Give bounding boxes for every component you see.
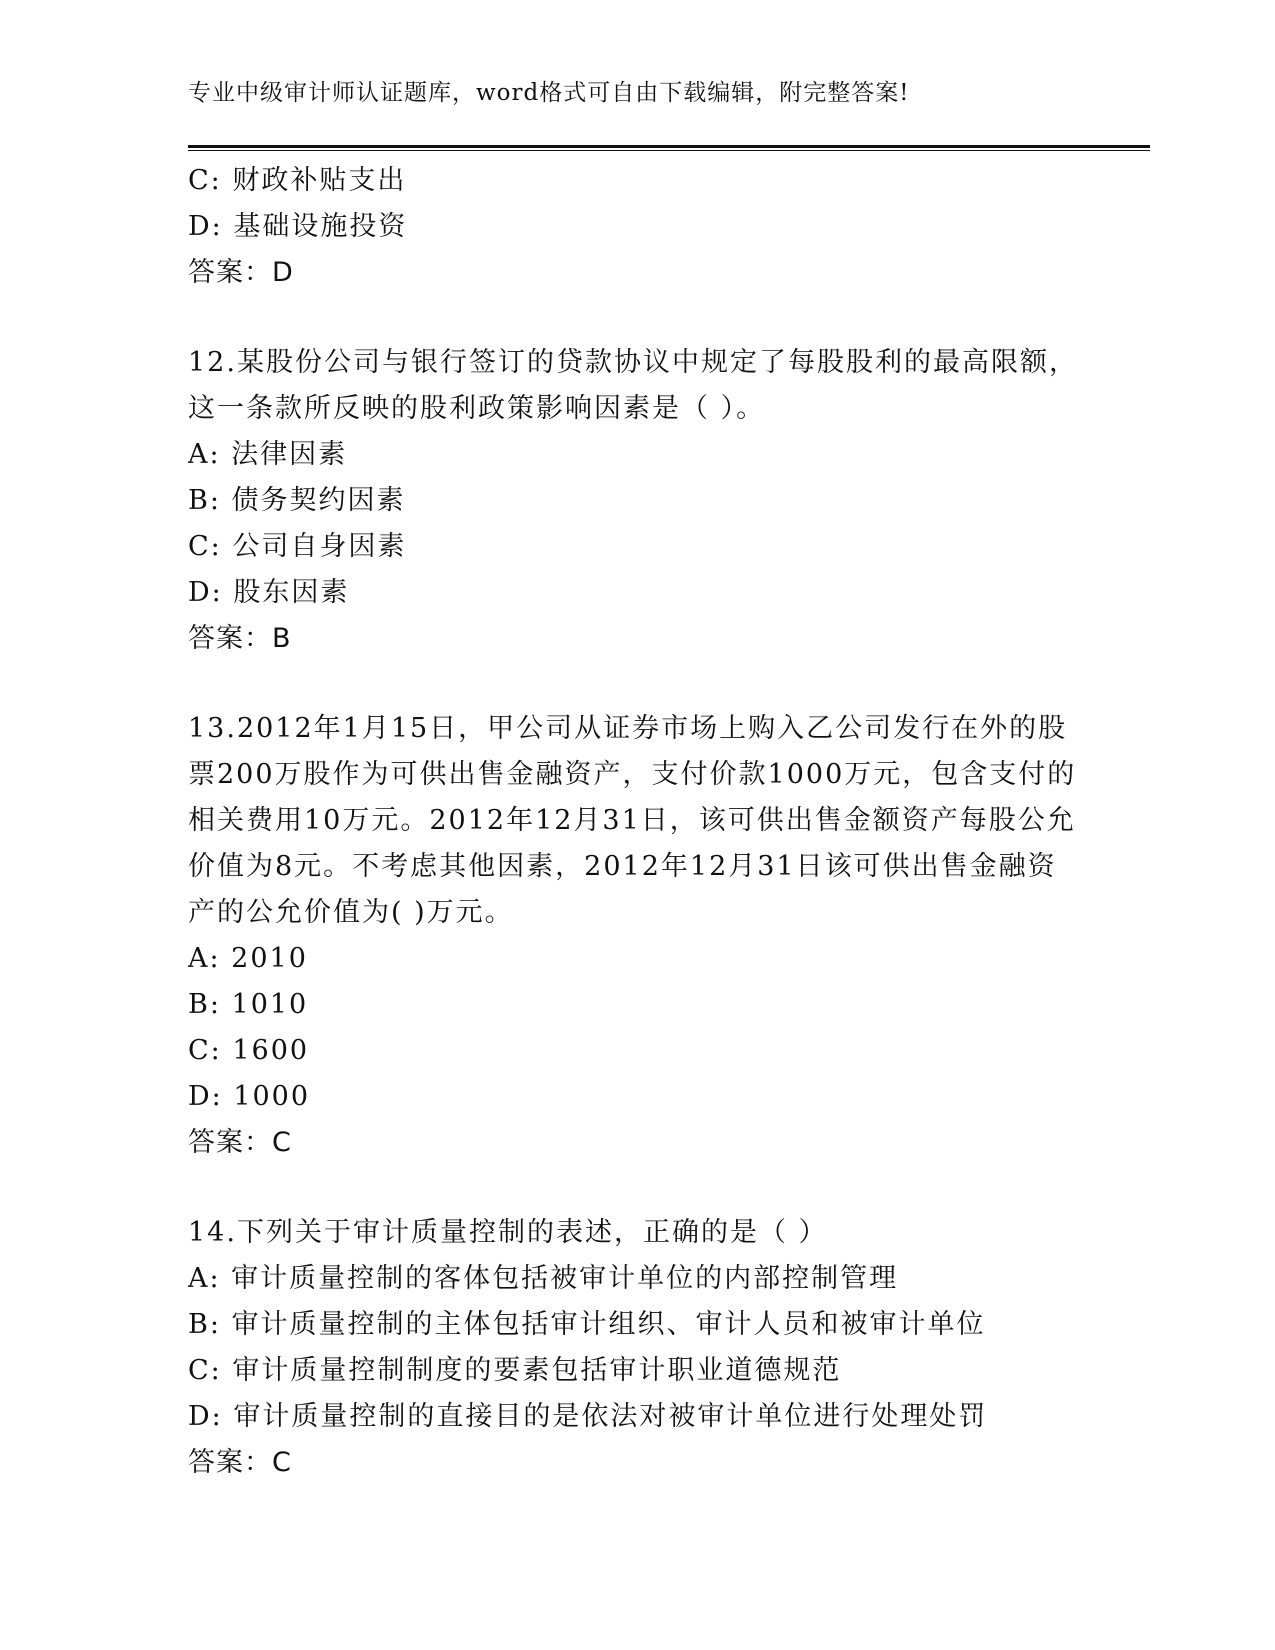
header-rule-thin (188, 150, 1150, 151)
option-b: B: 债务契约因素 (188, 485, 406, 516)
question-stem-line: 14.下列关于审计质量控制的表述，正确的是（ ） (188, 1217, 828, 1248)
page-header: 专业中级审计师认证题库，word格式可自由下载编辑，附完整答案! (188, 80, 910, 106)
question-stem-line: 这一条款所反映的股利政策影响因素是（ ）。 (188, 393, 766, 424)
option-d: D: 审计质量控制的直接目的是依法对被审计单位进行处理处罚 (188, 1401, 988, 1432)
option-a: A: 2010 (188, 943, 308, 974)
header-rule-thick (188, 145, 1150, 148)
option-a: A: 法律因素 (188, 439, 348, 470)
question-12 (188, 340, 1088, 662)
option-d: D: 股东因素 (188, 577, 350, 608)
answer: 答案：C (188, 1127, 292, 1158)
option-c: C: 财政补贴支出 (188, 165, 407, 196)
question-13 (188, 706, 1088, 1166)
question-list (188, 158, 1088, 1486)
answer: 答案：C (188, 1447, 292, 1478)
answer: 答案：B (188, 623, 292, 654)
answer: 答案：D (188, 257, 294, 288)
question-11-tail (188, 158, 1088, 296)
question-stem-line: 票200万股作为可供出售金融资产，支付价款1000万元，包含支付的 (188, 759, 1077, 790)
option-b: B: 1010 (188, 989, 309, 1020)
option-c: C: 1600 (188, 1035, 310, 1066)
question-stem-line: 相关费用10万元。2012年12月31日，该可供出售金额资产每股公允 (188, 805, 1076, 836)
option-d: D: 基础设施投资 (188, 211, 408, 242)
option-d: D: 1000 (188, 1081, 311, 1112)
question-stem-line: 产的公允价值为( )万元。 (188, 897, 514, 928)
question-stem-line: 12.某股份公司与银行签订的贷款协议中规定了每股股利的最高限额， (188, 347, 1078, 378)
option-b: B: 审计质量控制的主体包括审计组织、审计人员和被审计单位 (188, 1309, 986, 1340)
option-c: C: 公司自身因素 (188, 531, 407, 562)
question-stem-line: 价值为8元。不考虑其他因素，2012年12月31日该可供出售金融资 (188, 851, 1057, 882)
option-a: A: 审计质量控制的客体包括被审计单位的内部控制管理 (188, 1263, 899, 1294)
question-stem-line: 13.2012年1月15日，甲公司从证券市场上购入乙公司发行在外的股 (188, 713, 1068, 744)
question-14 (188, 1210, 1088, 1486)
option-c: C: 审计质量控制制度的要素包括审计职业道德规范 (188, 1355, 842, 1386)
